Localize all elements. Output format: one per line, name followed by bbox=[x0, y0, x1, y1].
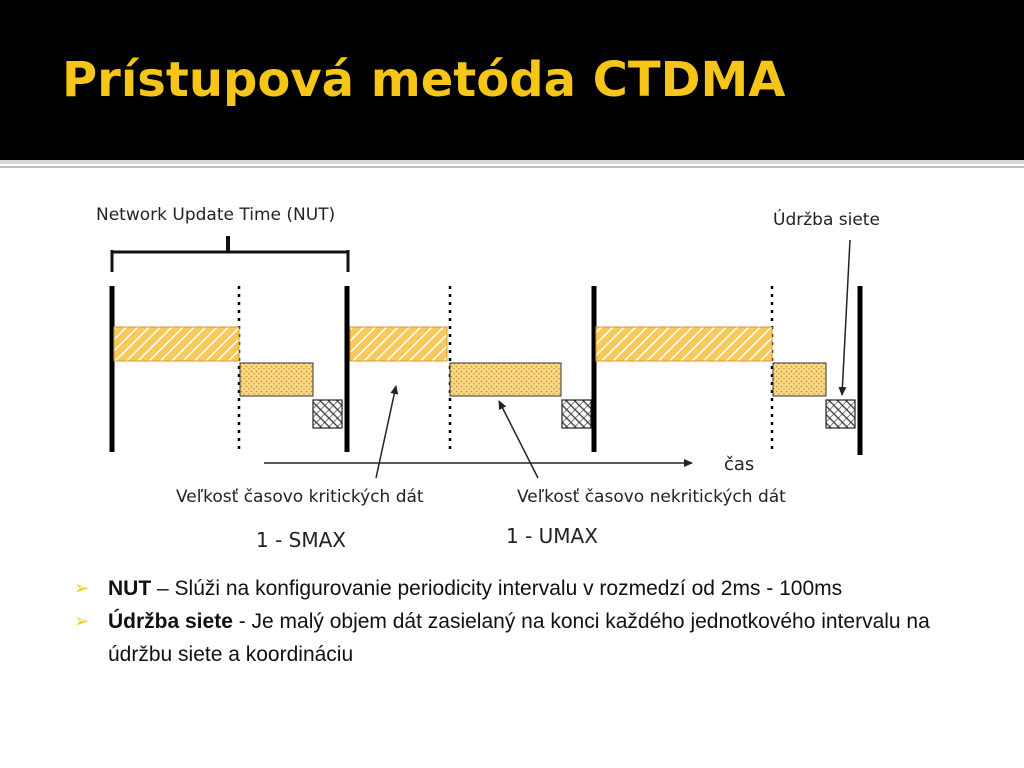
time-axis-label: čas bbox=[724, 454, 755, 475]
arrow-bullet-icon: ➢ bbox=[74, 578, 90, 598]
bullet-list bbox=[74, 572, 954, 671]
critical-data-label: Veľkosť časovo kritických dát bbox=[176, 487, 424, 507]
noncritical-data-block bbox=[773, 363, 826, 396]
bullet-text: - Je malý objem dát zasielaný na konci každého jednotkového intervalu na údržbu siete a koordináciu bbox=[108, 610, 930, 666]
maintenance-arrow bbox=[842, 240, 850, 395]
noncritical-data-label: Veľkosť časovo nekritických dát bbox=[517, 487, 786, 507]
critical-data-block bbox=[114, 327, 239, 361]
maintenance-block bbox=[313, 400, 342, 428]
arrow-bullet-icon: ➢ bbox=[74, 611, 90, 631]
maintenance-label: Údržba siete bbox=[773, 210, 880, 230]
critical-data-block bbox=[596, 327, 772, 361]
noncritical-callout-arrow bbox=[499, 401, 538, 478]
bullet-term: NUT bbox=[108, 577, 152, 600]
nut-label: Network Update Time (NUT) bbox=[96, 205, 336, 225]
bullet-text: – Slúži na konfigurovanie periodicity intervalu v rozmedzí od 2ms - 100ms bbox=[151, 577, 843, 600]
critical-data-block bbox=[350, 327, 447, 361]
noncritical-data-block bbox=[240, 363, 313, 396]
bullet-nut bbox=[74, 572, 954, 605]
maintenance-block bbox=[826, 400, 855, 428]
bullet-maintenance bbox=[74, 605, 954, 671]
smax-label: 1 - SMAX bbox=[256, 528, 346, 552]
noncritical-data-block bbox=[450, 363, 561, 396]
critical-callout-arrow bbox=[376, 386, 396, 478]
bullet-term: Údržba siete bbox=[108, 610, 233, 633]
maintenance-block bbox=[562, 400, 591, 428]
umax-label: 1 - UMAX bbox=[506, 524, 598, 548]
nut-bracket bbox=[112, 236, 348, 272]
slide-title: Prístupová metóda CTDMA bbox=[62, 52, 786, 108]
